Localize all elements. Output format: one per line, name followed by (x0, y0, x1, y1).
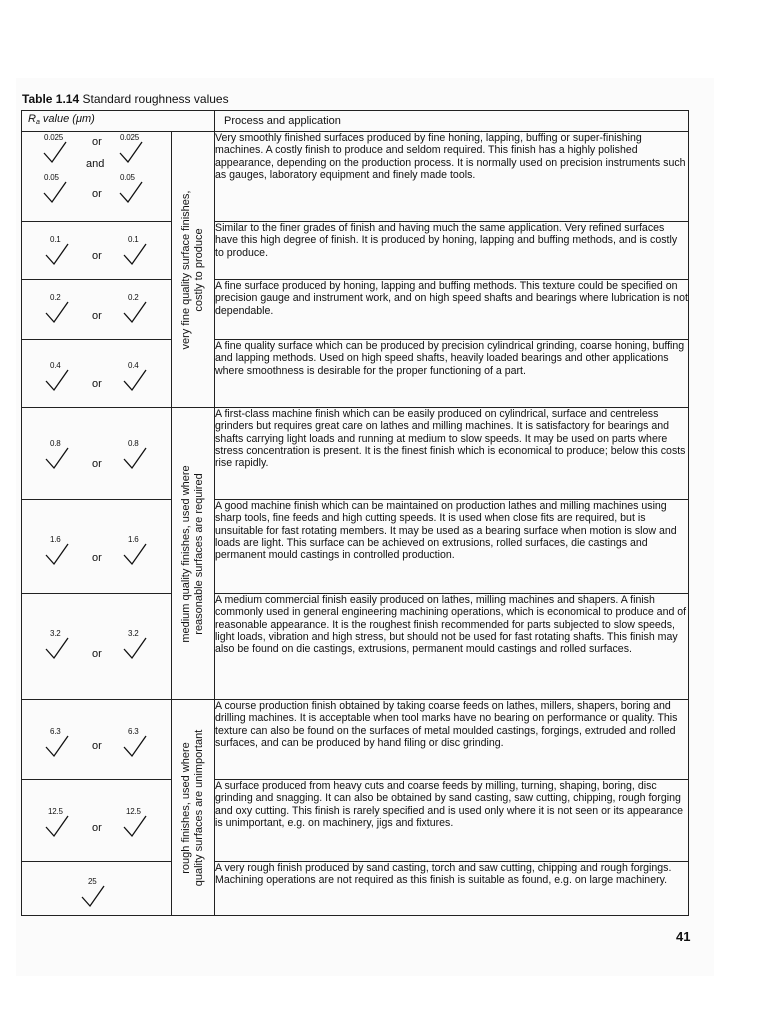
category-label: very fine quality surface finishes, costly to produce (180, 190, 205, 349)
table-row (22, 500, 689, 594)
table-row (22, 780, 689, 862)
page-number: 41 (676, 929, 691, 944)
category-cell-very-fine (172, 132, 215, 408)
roughness-symbol-cell: 25 (22, 862, 172, 916)
process-column-header: Process and application (215, 111, 689, 132)
table-row (22, 222, 689, 280)
category-cell-medium (172, 408, 215, 700)
roughness-symbol-cell: 0.1 or 0.1 (22, 222, 172, 280)
table-header-row (22, 111, 689, 132)
category-label: rough finishes, used where quality surfaces are unimportant (180, 729, 205, 886)
process-description: A first-class machine finish which can be easily produced on cylindrical, surface and centreless grinders but requires great care on lathes and milling machines. It is satisfactory for bearings and shafts carrying light loads and running at medium to slow speeds. It may be used on parts where stress concentration is present. It is the finest finish which is economical to produce; below this costs rise rapidly. (215, 408, 689, 500)
roughness-symbol-cell: 0.8 or 0.8 (22, 408, 172, 500)
process-description: A surface produced from heavy cuts and coarse feeds by milling, turning, shaping, boring, disc grinding and snagging. It can also be obtained by sand casting, saw cutting, chipping, rough forging and oxy cutting. This finish is rarely specified and is used only where it is not seen or its appearance is unimportant, e.g. on machinery, jigs and fixtures. (215, 780, 689, 862)
table-row (22, 408, 689, 500)
process-description: A medium commercial finish easily produced on lathes, milling machines and shapers. A finish commonly used in general engineering machining operations, which is economical to produce and of reasonable appearance. It is the roughest finish recommended for parts subjected to slow speeds, light loads, vibration and high stress, but should not be used for fast rotating shafts. This finish may also be found on die castings, extrusions, permanent mould castings and rolled surfaces. (215, 594, 689, 700)
process-description: A good machine finish which can be maintained on production lathes and milling machines using sharp tools, fine feeds and high cutting speeds. It is used when close fits are required, but is unsuitable for fast rotating members. It may be used as a bearing surface when motion is slow and loads are light. This surface can be achieved on extrusions, rolled surfaces, die castings and permanent mould castings in controlled production. (215, 500, 689, 594)
table-row (22, 340, 689, 408)
table-row (22, 594, 689, 700)
roughness-symbol-cell: 0.2 or 0.2 (22, 280, 172, 340)
table-number: Table 1.14 (22, 92, 80, 106)
process-description: A fine surface produced by honing, lapping and buffing methods. This texture could be specified on precision gauge and instrument work, and on high speed shafts and bearings where lubrication is not dependable. (215, 280, 689, 340)
process-description: A course production finish obtained by taking coarse feeds on lathes, millers, shapers, boring and drilling machines. It is acceptable when tool marks have no bearing on performance or quality. This texture can also be found on the surfaces of metal moulded castings, forgings, extruded and rolled surfaces, and can be produced by hand filing or disc grinding. (215, 700, 689, 780)
category-label: medium quality finishes, used where reasonable surfaces are required (180, 464, 205, 643)
roughness-symbol-cell: 0.4 or 0.4 (22, 340, 172, 408)
category-cell-rough (172, 700, 215, 916)
table-row (22, 132, 689, 222)
value-column-header: $R_a$ value (μm) (22, 111, 215, 132)
process-description: Similar to the finer grades of finish and having much the same application. Very refined surfaces have this high degree of finish. It is produced by honing, lapping and buffing methods, and is costly to produce. (215, 222, 689, 280)
roughness-symbol-cell: 6.3 or 6.3 (22, 700, 172, 780)
roughness-table (21, 110, 689, 916)
table-row (22, 280, 689, 340)
roughness-symbol-cell: 0.025 or 0.025 and 0.05 or 0.05 (22, 132, 172, 222)
process-description: A very rough finish produced by sand casting, torch and saw cutting, chipping and rough forgings. Machining operations are not required as this finish is suitable as found, e.g. on large machinery. (215, 862, 689, 916)
roughness-symbol-cell: 12.5 or 12.5 (22, 780, 172, 862)
table-row (22, 862, 689, 916)
table-caption (22, 92, 229, 106)
roughness-symbol-cell: 3.2 or 3.2 (22, 594, 172, 700)
process-description: Very smoothly finished surfaces produced by fine honing, lapping, buffing or super-finishing machines. A costly finish to produce and seldom required. This finish has a highly polished appearance, depending on the production process. It is normally used on precision instruments such as gauges, laboratory equipment and finely made tools. (215, 132, 689, 222)
roughness-symbol-cell: 1.6 or 1.6 (22, 500, 172, 594)
process-description: A fine quality surface which can be produced by precision cylindrical grinding, coarse honing, buffing and lapping methods. Used on high speed shafts, heavily loaded bearings and other applications where smoothness is desirable for the proper functioning of a part. (215, 340, 689, 408)
table-row (22, 700, 689, 780)
table-title: Standard roughness values (82, 92, 229, 106)
